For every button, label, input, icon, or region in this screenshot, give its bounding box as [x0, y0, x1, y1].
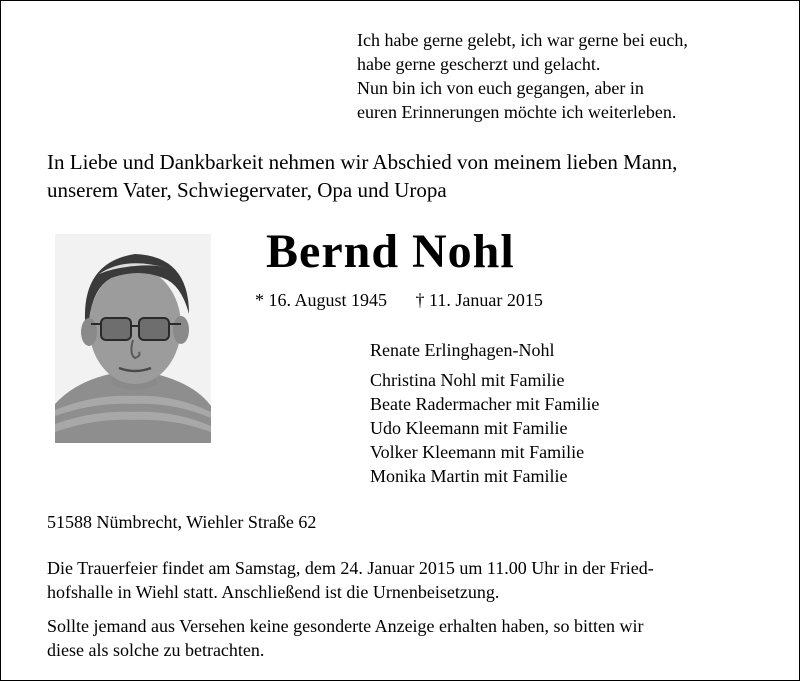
mourner-entry: Udo Kleemann mit Familie [370, 418, 568, 438]
poem-line: Nun bin ich von euch gegangen, aber in [357, 78, 644, 98]
family-address: 51588 Nümbrecht, Wiehler Straße 62 [47, 512, 317, 532]
birth-date: * 16. August 1945 [255, 290, 388, 310]
mourner-entry: Christina Nohl mit Familie [370, 370, 565, 390]
spouse-name: Renate Erlinghagen-Nohl [370, 340, 555, 360]
mourners-list [370, 338, 599, 488]
poem-line: euren Erinnerungen möchte ich weiterleben. [357, 102, 677, 122]
notice-line: diese als solche zu betrachten. [47, 640, 265, 660]
funeral-notice [47, 556, 654, 604]
notice-line: hofshalle in Wiehl statt. Anschließend ist die Urnenbeisetzung. [47, 582, 500, 602]
death-date: † 11. Januar 2015 [415, 290, 543, 310]
notice-line: Die Trauerfeier findet am Samstag, dem 24. Januar 2015 um 11.00 Uhr in der Fried- [47, 558, 654, 578]
intro-line: In Liebe und Dankbarkeit nehmen wir Abschied von meinem lieben Mann, [47, 150, 678, 174]
farewell-intro [47, 148, 787, 204]
memorial-poem [357, 28, 777, 124]
poem-line: Ich habe gerne gelebt, ich war gerne bei euch, [357, 30, 688, 50]
portrait-illustration [55, 234, 211, 443]
poem-line: habe gerne gescherzt und gelacht. [357, 54, 601, 74]
portrait-photo [55, 234, 211, 443]
closing-notice [47, 614, 643, 662]
mourner-entry: Monika Martin mit Familie [370, 466, 568, 486]
life-dates [255, 288, 543, 312]
notice-line: Sollte jemand aus Versehen keine gesonderte Anzeige erhalten haben, so bitten wir [47, 616, 644, 636]
mourner-entry: Beate Radermacher mit Familie [370, 394, 600, 414]
intro-line: unserem Vater, Schwiegervater, Opa und Uropa [47, 178, 447, 202]
deceased-name: Bernd Nohl [266, 225, 515, 278]
mourner-entry: Volker Kleemann mit Familie [370, 442, 585, 462]
